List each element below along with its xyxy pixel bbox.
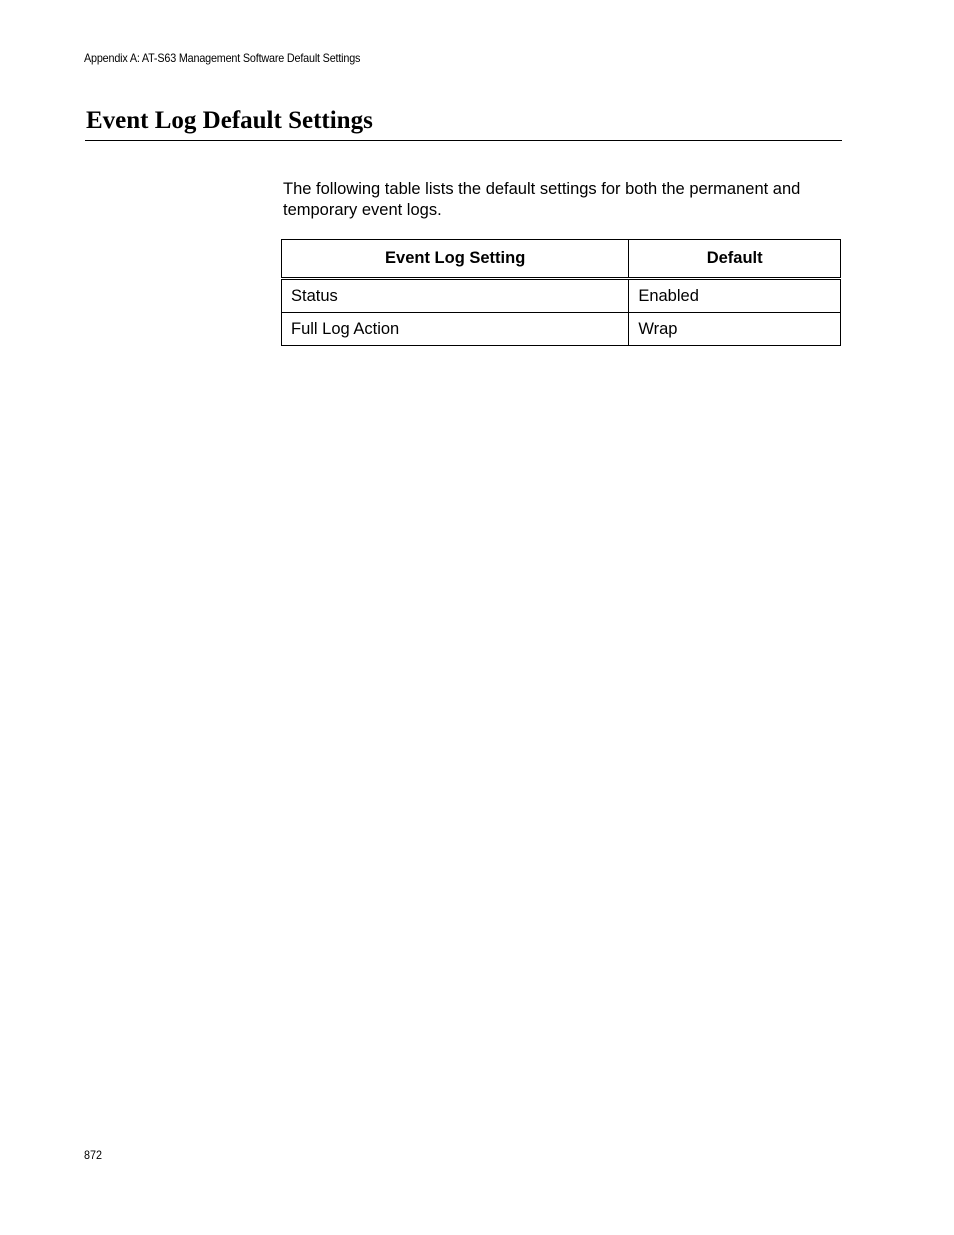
default-cell: Wrap <box>629 313 841 346</box>
setting-cell: Full Log Action <box>282 313 629 346</box>
setting-cell: Status <box>282 279 629 313</box>
intro-paragraph: The following table lists the default settings for both the permanent and temporary event logs. <box>283 180 801 219</box>
table-row <box>282 313 841 346</box>
table-row <box>282 279 841 313</box>
title-rule <box>85 140 842 141</box>
running-header: Appendix A: AT-S63 Management Software Default Settings <box>84 51 361 65</box>
column-header-default: Default <box>629 240 841 279</box>
event-log-defaults-table <box>281 239 841 346</box>
table-header-row <box>282 240 841 279</box>
default-cell: Enabled <box>629 279 841 313</box>
column-header-setting: Event Log Setting <box>282 240 629 279</box>
section-title: Event Log Default Settings <box>86 107 373 134</box>
page-number: 872 <box>84 1148 103 1162</box>
